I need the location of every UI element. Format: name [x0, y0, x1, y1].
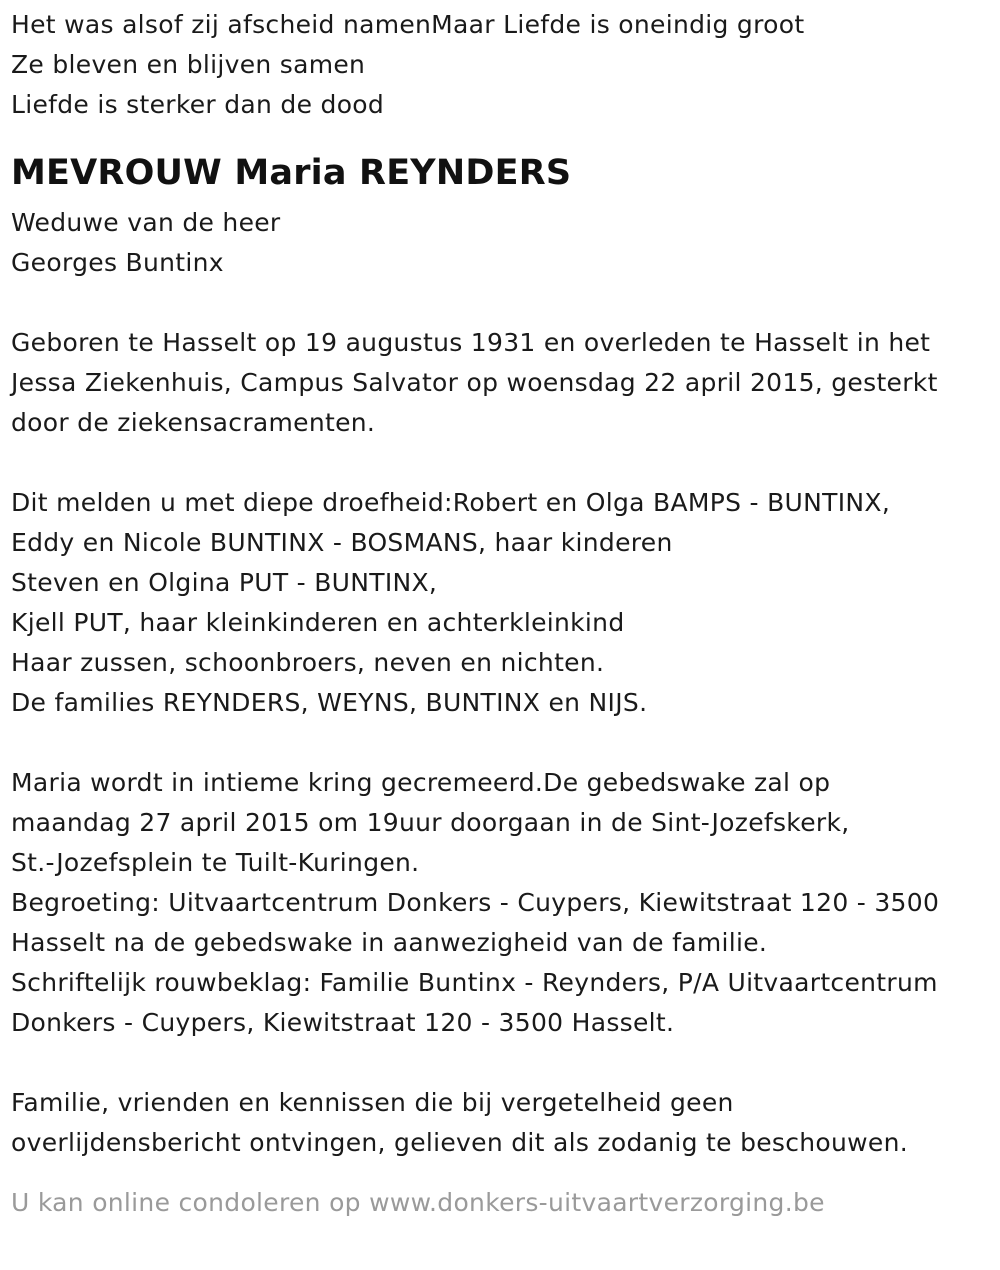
spacer — [11, 1043, 991, 1083]
family-paragraph — [11, 483, 991, 723]
relation-line: Weduwe van de heer — [11, 208, 281, 237]
poem-line: Ze bleven en blijven samen — [11, 50, 366, 79]
poem-line: Het was alsof zij afscheid namenMaar Liefde is oneindig groot — [11, 10, 805, 39]
paragraph-line: Schriftelijk rouwbeklag: Familie Buntinx - Reynders, P/A Uitvaartcentrum — [11, 968, 938, 997]
paragraph-line: door de ziekensacramenten. — [11, 408, 376, 437]
spacer — [11, 723, 991, 763]
poem-line: Liefde is sterker dan de dood — [11, 90, 385, 119]
spacer — [11, 283, 991, 323]
paragraph-line: Begroeting: Uitvaartcentrum Donkers - Cuypers, Kiewitstraat 120 - 3500 — [11, 888, 940, 917]
paragraph-line: Donkers - Cuypers, Kiewitstraat 120 - 3500 Hasselt. — [11, 1008, 675, 1037]
relation-block — [11, 203, 991, 283]
paragraph-line: Dit melden u met diepe droefheid:Robert en Olga BAMPS - BUNTINX, — [11, 488, 891, 517]
poem — [11, 5, 991, 125]
paragraph-line: De families REYNDERS, WEYNS, BUNTINX en NIJS. — [11, 688, 648, 717]
paragraph-line: Steven en Olgina PUT - BUNTINX, — [11, 568, 438, 597]
deceased-name: MEVROUW Maria REYNDERS — [11, 153, 572, 193]
paragraph-line: Kjell PUT, haar kleinkinderen en achterkleinkind — [11, 608, 625, 637]
paragraph-line: Jessa Ziekenhuis, Campus Salvator op woensdag 22 april 2015, gesterkt — [11, 368, 938, 397]
online-condolence-link[interactable]: U kan online condoleren op www.donkers-uitvaartverzorging.be — [11, 1188, 825, 1217]
relation-line: Georges Buntinx — [11, 248, 224, 277]
paragraph-line: maandag 27 april 2015 om 19uur doorgaan in de Sint-Jozefskerk, — [11, 808, 850, 837]
paragraph-line: Hasselt na de gebedswake in aanwezigheid van de familie. — [11, 928, 768, 957]
spacer — [11, 443, 991, 483]
paragraph-line: Haar zussen, schoonbroers, neven en nichten. — [11, 648, 605, 677]
spacer — [11, 125, 991, 145]
paragraph-line: Geboren te Hasselt op 19 augustus 1931 en overleden te Hasselt in het — [11, 328, 931, 357]
paragraph-line: overlijdensbericht ontvingen, gelieven dit als zodanig te beschouwen. — [11, 1128, 908, 1157]
paragraph-line: Eddy en Nicole BUNTINX - BOSMANS, haar kinderen — [11, 528, 673, 557]
paragraph-line: Maria wordt in intieme kring gecremeerd.De gebedswake zal op — [11, 768, 831, 797]
paragraph-line: Familie, vrienden en kennissen die bij vergetelheid geen — [11, 1088, 734, 1117]
obituary-notice — [11, 0, 991, 1223]
ceremony-paragraph — [11, 763, 991, 1043]
notice-paragraph — [11, 1083, 991, 1163]
paragraph-line: St.-Jozefsplein te Tuilt-Kuringen. — [11, 848, 420, 877]
birth-death-paragraph — [11, 323, 991, 443]
